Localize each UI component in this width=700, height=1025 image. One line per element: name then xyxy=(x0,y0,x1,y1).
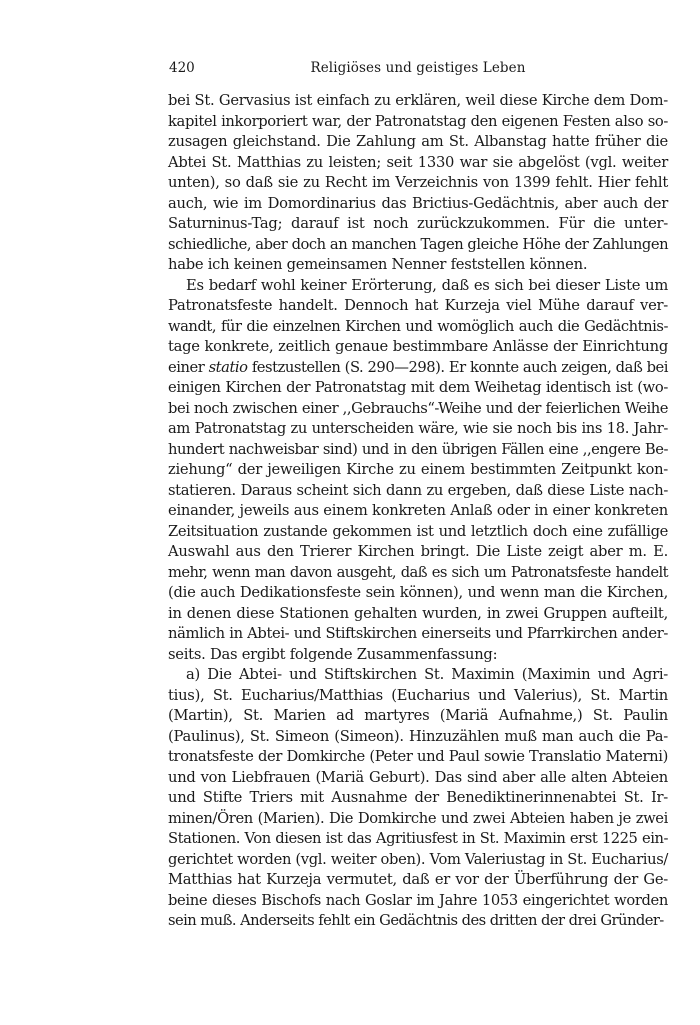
text-line: Es bedarf wohl keiner Erörterung, daß es sich bei dieser Liste um xyxy=(186,276,668,294)
text-segment: einer xyxy=(168,358,209,376)
text-line: seits. Das ergibt folgende Zusammenfassung: xyxy=(168,645,498,663)
text-line: bei noch zwischen einer ,,Gebrauchs“-Weihe und der feierlichen Weihe xyxy=(168,399,668,417)
text-line: wandt, für die einzelnen Kirchen und womöglich auch die Gedächtnis- xyxy=(168,317,668,335)
text-line: tronatsfeste der Domkirche (Peter und Paul sowie Translatio Materni) xyxy=(168,748,668,765)
running-title: Religiöses und geistiges Leben xyxy=(310,60,526,76)
text-line: sein muß. Anderseits fehlt ein Gedächtnis des dritten der drei Gründer- xyxy=(168,912,664,929)
page-number: 420 xyxy=(169,60,195,76)
text-line: Abtei St. Matthias zu leisten; seit 1330 war sie abgelöst (vgl. weiter xyxy=(168,153,668,171)
text-line xyxy=(168,358,668,379)
text-line: Auswahl aus den Trierer Kirchen bringt. Die Liste zeigt aber m. E. xyxy=(168,543,668,560)
paragraph xyxy=(168,91,668,276)
text-line: und Stifte Triers mit Ausnahme der Benediktinerinnenabtei St. Ir- xyxy=(168,789,668,806)
text-line: beine dieses Bischofs nach Goslar im Jahre 1053 eingerichtet worden xyxy=(168,891,668,909)
text-line: tage konkrete, zeitlich genaue bestimmbare Anlässe der Einrichtung xyxy=(168,338,668,355)
text-line: minen/Ören (Marien). Die Domkirche und zwei Abteien haben je zwei xyxy=(168,809,668,827)
text-line: hundert nachweisbar sind) und in den übrigen Fällen eine ,,engere Be- xyxy=(168,440,668,458)
text-line: Stationen. Von diesen ist das Agritiusfest in St. Maximin erst 1225 ein- xyxy=(168,830,668,847)
text-line: zusagen gleichstand. Die Zahlung am St. Albanstag hatte früher die xyxy=(168,133,668,150)
body-text xyxy=(168,91,668,932)
text-line: Zeitsituation zustande gekommen ist und letztlich doch eine zufällige xyxy=(168,522,668,540)
paragraph xyxy=(168,665,668,932)
text-line: ziehung“ der jeweiligen Kirche zu einem bestimmten Zeitpunkt kon- xyxy=(168,461,668,478)
text-line: (Paulinus), St. Simeon (Simeon). Hinzuzählen muß man auch die Pa- xyxy=(168,727,668,745)
text-line: statieren. Daraus scheint sich dann zu ergeben, daß diese Liste nach- xyxy=(168,481,668,499)
text-line: habe ich keinen gemeinsamen Nenner feststellen können. xyxy=(168,256,588,273)
text-line: nämlich in Abtei- und Stiftskirchen einerseits und Pfarrkirchen ander- xyxy=(168,625,668,642)
text-line: (die auch Dedikationsfeste sein können), und wenn man die Kirchen, xyxy=(168,584,668,601)
italic-term: statio xyxy=(208,358,248,376)
text-line: gerichtet worden (vgl. weiter oben). Vom Valeriustag in St. Eucharius/ xyxy=(168,850,668,868)
text-line: einander, jeweils aus einem konkreten Anlaß oder in einer konkreten xyxy=(168,502,668,519)
text-line: kapitel inkorporiert war, der Patronatstag den eigenen Festen also so- xyxy=(168,112,668,130)
running-head xyxy=(168,58,668,82)
text-line: Saturninus-Tag; darauf ist noch zurückzukommen. Für die unter- xyxy=(168,215,668,232)
text-segment: festzustellen (S. 290—298). Er konnte auch zeigen, daß bei xyxy=(247,358,669,376)
text-line: am Patronatstag zu unterscheiden wäre, wie sie noch bis ins 18. Jahr- xyxy=(168,420,668,437)
text-line: auch, wie im Domordinarius das Brictius-Gedächtnis, aber auch der xyxy=(168,194,668,212)
text-line: schiedliche, aber doch an manchen Tagen gleiche Höhe der Zahlungen xyxy=(168,235,669,253)
text-line: tius), St. Eucharius/Matthias (Eucharius und Valerius), St. Martin xyxy=(168,686,668,704)
paragraph xyxy=(168,276,668,666)
book-page xyxy=(168,58,668,932)
text-line: mehr, wenn man davon ausgeht, daß es sich um Patronatsfeste handelt xyxy=(168,563,668,581)
text-line: unten), so daß sie zu Recht im Verzeichnis von 1399 fehlt. Hier fehlt xyxy=(168,174,668,191)
text-line: und von Liebfrauen (Mariä Geburt). Das sind aber alle alten Abteien xyxy=(168,768,668,786)
text-line: (Martin), St. Marien ad martyres (Mariä Aufnahme,) St. Paulin xyxy=(168,707,668,724)
text-line: Matthias hat Kurzeja vermutet, daß er vor der Überführung der Ge- xyxy=(168,871,668,888)
text-line: in denen diese Stationen gehalten wurden, in zwei Gruppen aufteilt, xyxy=(168,604,668,622)
text-line: Patronatsfeste handelt. Dennoch hat Kurzeja viel Mühe darauf ver- xyxy=(168,297,668,314)
text-line: a) Die Abtei- und Stiftskirchen St. Maximin (Maximin und Agri- xyxy=(186,666,668,683)
text-line: bei St. Gervasius ist einfach zu erklären, weil diese Kirche dem Dom- xyxy=(168,92,668,109)
text-line: einigen Kirchen der Patronatstag mit dem Weihetag identisch ist (wo- xyxy=(168,379,668,396)
